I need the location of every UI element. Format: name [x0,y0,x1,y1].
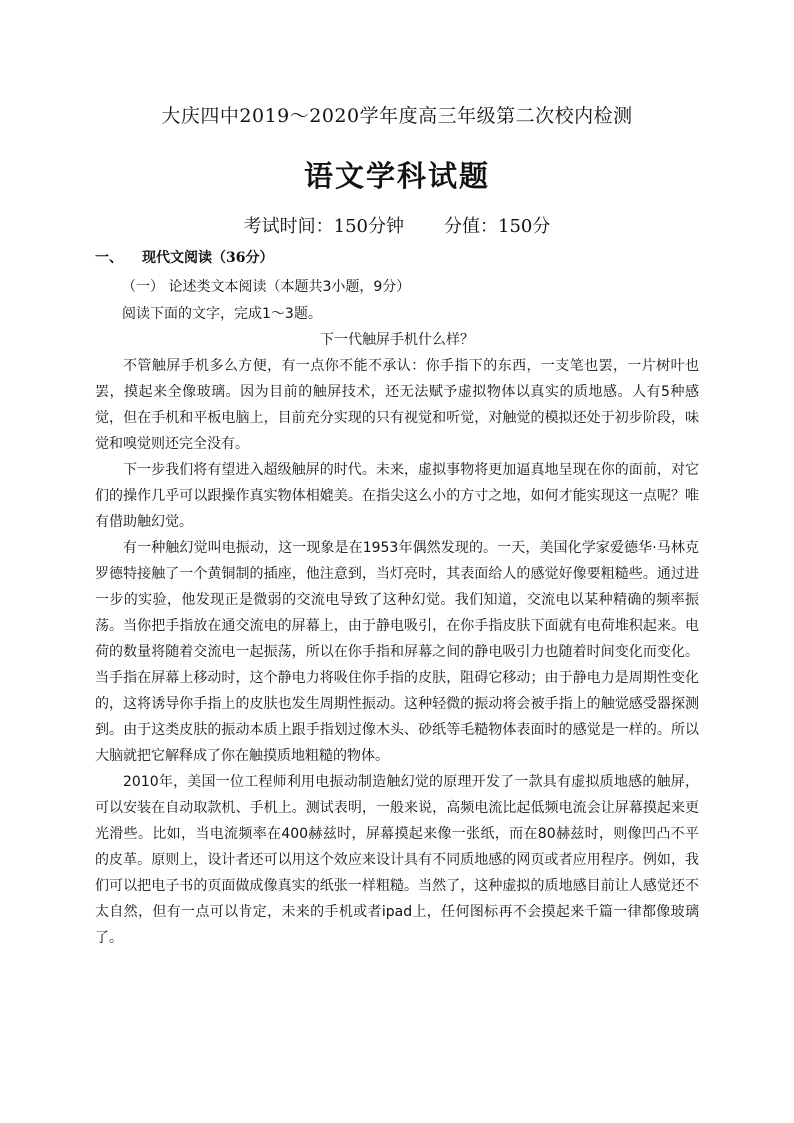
article-paragraph: 有一种触幻觉叫电振动，这一现象是在1953年偶然发现的。一天，美国化学家爱德华·马林克罗德特接触了一个黄铜制的插座，他注意到，当灯亮时，其表面给人的感觉好像要粗糙些。通过进一步的实验，他发现正是微弱的交流电导致了这种幻觉。我们知道，交流电以某种精确的频率振荡。当你把手指放在通交流电的屏幕上，由于静电吸引，在你手指皮肤下面就有电荷堆积起来。电荷的数量将随着交流电一起振荡，所以在你手指和屏幕之间的静电吸引力也随着时间变化而变化。当手指在屏幕上移动时，这个静电力将吸住你手指的皮肤，阻碍它移动；由于静电力是周期性变化的，这将诱导你手指上的皮肤也发生周期性振动。这种轻微的振动将会被手指上的触觉感受器探测到。由于这类皮肤的振动本质上跟手指划过像木头、砂纸等毛糙物体表面时的感觉是一样的。所以大脑就把它解释成了你在触摸质地粗糙的物体。 [95,540,699,764]
school-exam-line: 大庆四中2019～2020学年度高三年级第二次校内检测 [161,105,633,127]
exam-info [0,212,794,238]
reading-instruction: 阅读下面的文字，完成1～3题。 [122,306,322,322]
subsection-heading: （一） 论述类文本阅读（本题共3小题，9分） [122,279,411,295]
article-body [95,353,699,951]
article-paragraph: 不管触屏手机多么方便，有一点你不能不承认：你手指下的东西，一支笔也罢，一片树叶也罢，摸起来全像玻璃。因为目前的触屏技术，还无法赋予虚拟物体以真实的质地感。人有5种感觉，但在手机和平板电脑上，目前充分实现的只有视觉和听觉，对触觉的模拟还处于初步阶段，味觉和嗅觉则还完全没有。 [95,358,699,452]
article-title: 下一代触屏手机什么样？ [320,332,474,348]
section-title: 现代文阅读（36分） [142,250,274,266]
section-number: 一、 [95,250,123,266]
section-heading [95,247,273,267]
exam-time: 考试时间：150分钟 [243,216,404,237]
page-title: 语文学科试题 [303,159,490,193]
article-paragraph: 下一步我们将有望进入超级触屏的时代。未来，虚拟事物将更加逼真地呈现在你的面前，对它们的操作几乎可以跟操作真实物体相媲美。在指尖这么小的方寸之地，如何才能实现这一点呢？唯有借助触幻觉。 [95,462,699,530]
exam-score: 分值：150分 [444,216,551,237]
article-paragraph: 2010年，美国一位工程师利用电振动制造触幻觉的原理开发了一款具有虚拟质地感的触屏，可以安装在自动取款机、手机上。测试表明，一般来说，高频电流比起低频电流会让屏幕摸起来更光滑些。比如，当电流频率在400赫兹时，屏幕摸起来像一张纸，而在80赫兹时，则像凹凸不平的皮革。原则上，设计者还可以用这个效应来设计具有不同质地感的网页或者应用程序。例如，我们可以把电子书的页面做成像真实的纸张一样粗糙。当然了，这种虚拟的质地感目前让人感觉还不太自然，但有一点可以肯定，未来的手机或者ipad上，任何图标再不会摸起来千篇一律都像玻璃了。 [95,774,699,946]
